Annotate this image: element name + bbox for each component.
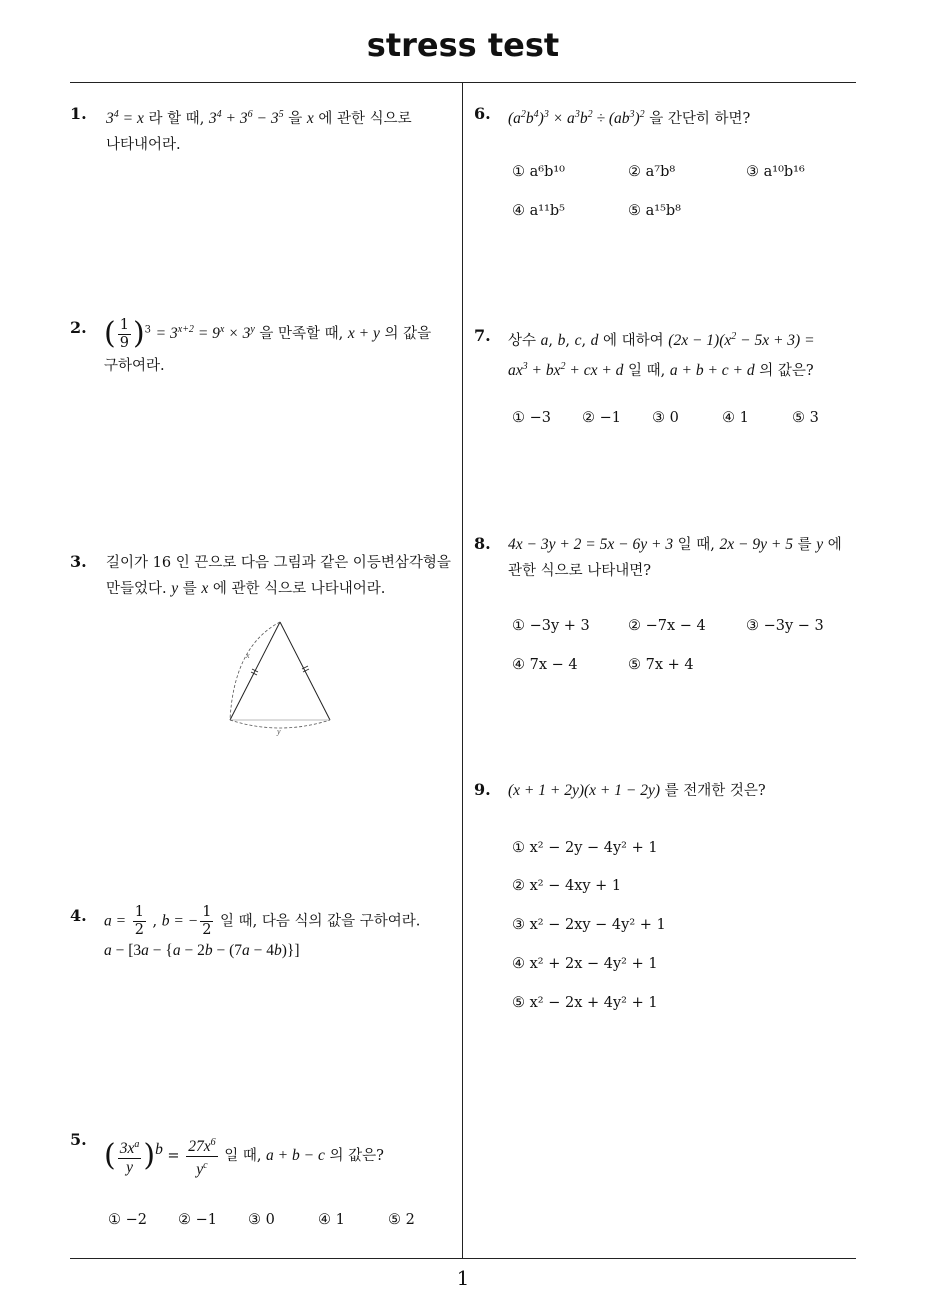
page-number: 1 — [456, 1266, 470, 1290]
choice-4[interactable]: ④ a¹¹b⁵ — [512, 203, 565, 219]
choice-5[interactable]: ⑤ 2 — [388, 1212, 415, 1228]
question-number: 3. — [70, 552, 87, 571]
choice-4[interactable]: ④ 7x − 4 — [512, 657, 578, 673]
question-text: 상수 a, b, c, d 에 대하여 $(2x - 1)(x^2 - 5x + 3)$ = $ax^3 + bx^2$ + cx + d 일 때, a + b + c + d 의 값은? — [508, 331, 815, 380]
question-number: 1. — [70, 104, 87, 123]
question-number: 6. — [474, 104, 491, 123]
choice-5[interactable]: ⑤ 7x + 4 — [628, 657, 694, 673]
choice-2[interactable]: ② −1 — [178, 1212, 217, 1228]
choice-3[interactable]: ③ x² − 2xy − 4y² + 1 — [512, 917, 666, 933]
choice-1[interactable]: ① a⁶b¹⁰ — [512, 164, 565, 180]
question-number: 9. — [474, 780, 491, 799]
question-number: 7. — [474, 326, 491, 345]
side-label: x — [246, 651, 250, 660]
choice-1[interactable]: ① −2 — [108, 1212, 147, 1228]
question-number: 4. — [70, 906, 87, 925]
choice-2[interactable]: ② −1 — [582, 410, 621, 426]
question-text: $3^4 = x$ 라 할 때, $3^4 + 3^6 - 3^5$ 을 x 에 관한 식으로 나타내어라. — [106, 109, 412, 154]
base-label: y — [277, 727, 281, 736]
question-text: ( $\frac{1}{9}$ )$^3 = 3^{x+2} = 9^x \times 3^y$ 을 만족할 때, x + y 의 값을 구하여라. — [104, 316, 432, 374]
choice-3[interactable]: ③ 0 — [652, 410, 679, 426]
choice-5[interactable]: ⑤ 3 — [792, 410, 819, 426]
choice-1[interactable]: ① −3 — [512, 410, 551, 426]
page-title: stress test — [366, 26, 560, 64]
column-divider — [462, 82, 463, 1258]
choice-2[interactable]: ② −7x − 4 — [628, 618, 706, 634]
choice-2[interactable]: ② x² − 4xy + 1 — [512, 878, 622, 894]
choice-5[interactable]: ⑤ x² − 2x + 4y² + 1 — [512, 995, 658, 1011]
choice-3[interactable]: ③ 0 — [248, 1212, 275, 1228]
question-text: $(a^2b^4)^3 \times a^3b^2 \div (ab^3)^2$ 을 간단히 하면? — [508, 109, 751, 128]
choice-1[interactable]: ① x² − 2y − 4y² + 1 — [512, 840, 658, 856]
question-text: a = $\frac{1}{2}$ , b = − $\frac{1}{2}$ 일 때, 다음 식의 값을 구하여라. — [104, 904, 421, 938]
choice-5[interactable]: ⑤ a¹⁵b⁸ — [628, 203, 681, 219]
isosceles-triangle-figure — [222, 616, 338, 738]
question-text: (x + 1 + 2y)(x + 1 − 2y) 를 전개한 것은? — [508, 782, 766, 799]
choice-4[interactable]: ④ 1 — [722, 410, 749, 426]
choice-3[interactable]: ③ a¹⁰b¹⁶ — [746, 164, 805, 180]
choice-4[interactable]: ④ x² + 2x − 4y² + 1 — [512, 956, 658, 972]
question-text: 4x − 3y + 2 = 5x − 6y + 3 일 때, 2x − 9y + 5 를 y 에 관한 식으로 나타내면? — [508, 536, 842, 579]
question-number: 5. — [70, 1130, 87, 1149]
question-text: 길이가 16 인 끈으로 다음 그림과 같은 이등변삼각형을 만들었다. y 를 x 에 관한 식으로 나타내어라. — [106, 555, 451, 597]
header-rule — [70, 82, 856, 83]
choice-3[interactable]: ③ −3y − 3 — [746, 618, 824, 634]
choice-4[interactable]: ④ 1 — [318, 1212, 345, 1228]
question-text: ( $\frac{3x^a}{y}$ )$^b$ = $\frac{27x^6}{y^c}$ 일 때, a + b − c 의 값은? — [104, 1130, 458, 1178]
expression: a − [3a − {a − 2b − (7a − 4b)}] — [104, 942, 300, 959]
choice-1[interactable]: ① −3y + 3 — [512, 618, 590, 634]
question-number: 8. — [474, 534, 491, 553]
footer-rule — [70, 1258, 856, 1259]
choice-2[interactable]: ② a⁷b⁸ — [628, 164, 676, 180]
question-number: 2. — [70, 318, 87, 337]
